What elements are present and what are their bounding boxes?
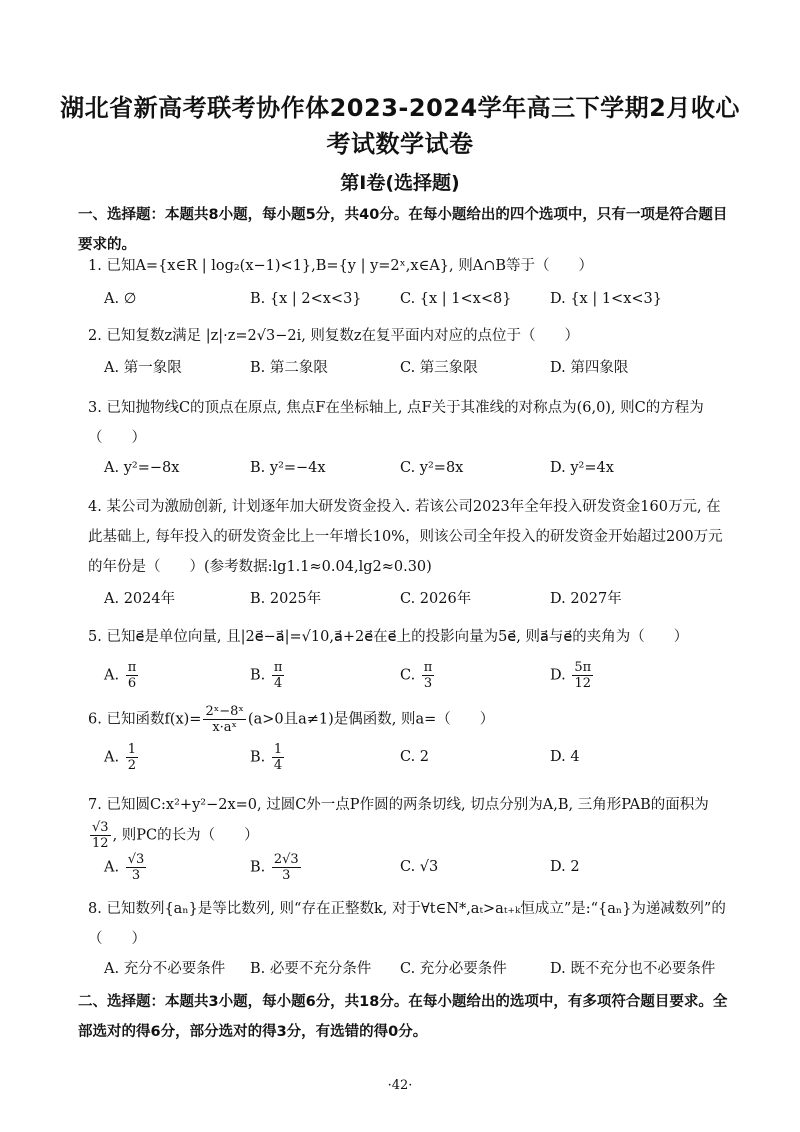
option-fraction xyxy=(126,742,138,773)
question-4-option-c: C. 2026年 xyxy=(400,591,472,607)
question-2-option-a: A. 第一象限 xyxy=(104,360,182,376)
question-1-option-c: C. {x | 1<x<8} xyxy=(400,291,512,307)
question-3-option-d: D. y²=4x xyxy=(550,460,614,476)
question-1-option-b: B. {x | 2<x<3} xyxy=(250,291,362,307)
fraction-denominator: 4 xyxy=(274,676,283,691)
stem-text: , 则PC的长为（ ） xyxy=(112,827,259,844)
question-5-option-a xyxy=(104,660,140,691)
fraction-denominator: 12 xyxy=(92,836,109,851)
option-label: D. xyxy=(550,667,566,684)
question-2-option-d: D. 第四象限 xyxy=(550,360,629,376)
option-fraction xyxy=(126,852,147,883)
question-8-stem: 8. 已知数列{aₙ}是等比数列, 则“存在正整数k, 对于∀t∈N*,aₜ>aₜ₊ₖ恒成立”是:“{aₙ}为递减数列”的（ ） xyxy=(88,901,726,947)
question-8-option-a: A. 充分不必要条件 xyxy=(104,961,226,977)
question-1-option-d: D. {x | 1<x<3} xyxy=(550,291,662,307)
page-number: ·42· xyxy=(387,1078,413,1093)
question-7-option-c: C. √3 xyxy=(400,859,439,875)
question-6-option-c: C. 2 xyxy=(400,749,430,765)
question-3-option-c: C. y²=8x xyxy=(400,460,464,476)
stem-text: (a>0且a≠1)是偶函数, 则a=（ ） xyxy=(247,711,495,728)
fraction-numerator: π xyxy=(273,660,283,675)
fraction-numerator: 1 xyxy=(127,742,136,757)
question-7-option-a xyxy=(104,852,148,883)
option-label: B. xyxy=(250,859,266,876)
volume-subtitle: 第I卷(选择题) xyxy=(340,172,460,194)
fraction-denominator: 3 xyxy=(282,868,291,883)
option-label: A. xyxy=(104,749,120,766)
stem-text: 6. 已知函数f(x)= xyxy=(88,711,202,728)
fraction-numerator: 2√3 xyxy=(273,852,299,867)
question-5-option-b xyxy=(250,660,286,691)
option-label: A. xyxy=(104,667,120,684)
question-1-stem: 1. 已知A={x∈R | log₂(x−1)<1},B={y | y=2ˣ,x∈A}, 则A∩B等于（ ） xyxy=(88,258,594,274)
fraction-denominator: 2 xyxy=(127,758,136,773)
section2-instruction: 二、选择题：本题共3小题，每小题6分，共18分。在每小题给出的选项中，有多项符合题目要求。全部选对的得6分，部分选对的得3分，有选错的得0分。 xyxy=(78,994,728,1040)
question-6-stem xyxy=(88,704,728,735)
fraction-numerator: √3 xyxy=(127,852,145,867)
exam-title-line1: 湖北省新高考联考协作体2023-2024学年高三下学期2月收心 xyxy=(60,94,740,122)
question-3-option-a: A. y²=−8x xyxy=(104,460,180,476)
fraction-numerator: √3 xyxy=(92,820,109,835)
option-fraction xyxy=(272,742,284,773)
fraction-denominator: 4 xyxy=(273,758,283,773)
question-7-stem xyxy=(88,790,728,851)
question-8-option-c: C. 充分必要条件 xyxy=(400,961,507,977)
fraction-numerator: 5π xyxy=(574,660,592,675)
option-label: A. xyxy=(104,859,120,876)
question-8-option-d: D. 既不充分也不必要条件 xyxy=(550,961,716,977)
option-label: B. xyxy=(250,667,266,684)
question-8-option-b: B. 必要不充分条件 xyxy=(250,961,372,977)
option-label: C. xyxy=(400,667,416,684)
option-fraction xyxy=(422,660,435,691)
fraction-numerator: π xyxy=(423,660,433,675)
fraction-denominator: 3 xyxy=(423,676,433,691)
option-fraction xyxy=(272,660,285,691)
question-6-option-b xyxy=(250,742,286,773)
stem-text: 7. 已知圆C:x²+y²−2x=0, 过圆C外一点P作圆的两条切线, 切点分别为A,B, 三角形PAB的面积为 xyxy=(88,797,709,813)
fraction-numerator: 1 xyxy=(273,742,283,757)
section1-instruction: 一、选择题：本题共8小题，每小题5分，共40分。在每小题给出的四个选项中，只有一项是符合题目要求的。 xyxy=(78,207,728,253)
stem-fraction xyxy=(90,820,111,851)
option-fraction xyxy=(572,660,593,691)
question-2-stem: 2. 已知复数z满足 |z|·z=2√3−2i, 则复数z在复平面内对应的点位于（ ） xyxy=(88,328,580,344)
question-6-option-a xyxy=(104,742,140,773)
fraction-numerator: π xyxy=(127,660,137,675)
question-4-option-b: B. 2025年 xyxy=(250,591,322,607)
fraction-denominator: 12 xyxy=(574,676,592,691)
question-6-option-d: D. 4 xyxy=(550,749,580,765)
stem-fraction xyxy=(203,704,245,735)
fraction-denominator: x·aˣ xyxy=(212,720,238,735)
question-4-option-d: D. 2027年 xyxy=(550,591,622,607)
question-7-option-b xyxy=(250,852,303,883)
fraction-denominator: 3 xyxy=(131,868,141,883)
question-7-option-d: D. 2 xyxy=(550,859,580,875)
question-3-option-b: B. y²=−4x xyxy=(250,460,326,476)
question-2-option-b: B. 第二象限 xyxy=(250,360,328,376)
question-1-option-a: A. ∅ xyxy=(104,291,137,307)
question-4-stem: 4. 某公司为激励创新, 计划逐年加大研发资金投入. 若该公司2023年全年投入研发资金160万元, 在此基础上, 每年投入的研发资金比上一年增长10%，则该公司全年投入的研发资金开始超过200万元的年份是（ ）(参考数据:lg1.1≈0.04,lg2≈0.30) xyxy=(88,499,723,575)
option-fraction xyxy=(126,660,139,691)
question-5-stem: 5. 已知e⃗是单位向量, 且|2e⃗−a⃗|=√10,a⃗+2e⃗在e⃗上的投影向量为5e⃗, 则a⃗与e⃗的夹角为（ ） xyxy=(88,629,689,645)
fraction-numerator: 2ˣ−8ˣ xyxy=(205,704,244,719)
question-5-option-c xyxy=(400,660,436,691)
question-4-option-a: A. 2024年 xyxy=(104,591,176,607)
option-label: B. xyxy=(250,749,266,766)
option-fraction xyxy=(272,852,301,883)
fraction-denominator: 6 xyxy=(127,676,137,691)
question-3-stem: 3. 已知抛物线C的顶点在原点, 焦点F在坐标轴上, 点F关于其准线的对称点为(6,0), 则C的方程为（ ） xyxy=(88,400,704,446)
question-5-option-d xyxy=(550,660,595,691)
question-2-option-c: C. 第三象限 xyxy=(400,360,478,376)
exam-title-line2: 考试数学试卷 xyxy=(326,130,474,158)
